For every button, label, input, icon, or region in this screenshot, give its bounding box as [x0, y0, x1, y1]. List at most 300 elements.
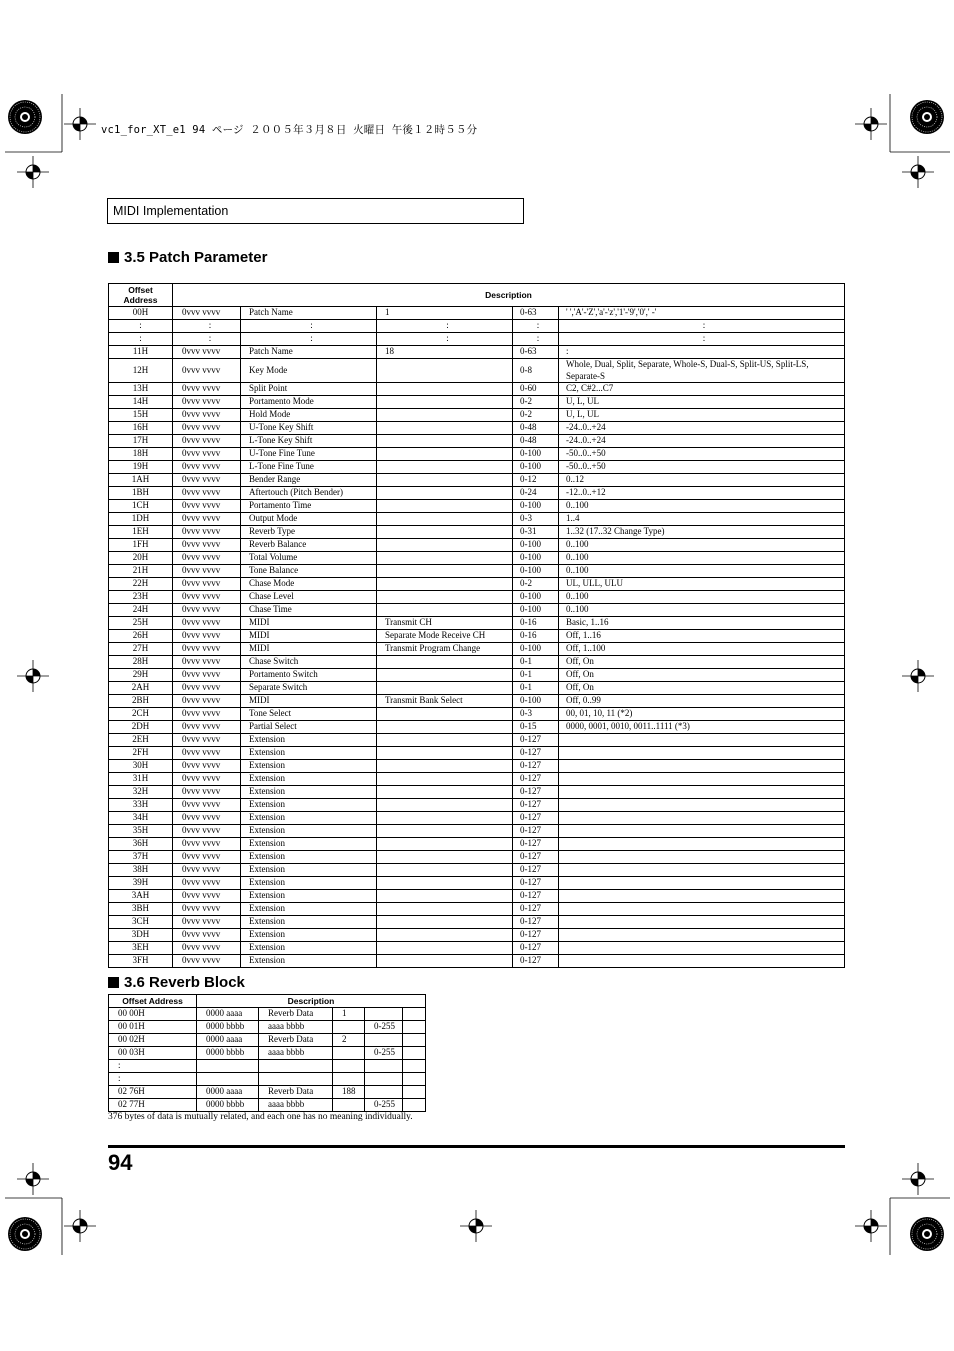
table-cell	[333, 1021, 365, 1034]
table-cell: 3FH	[109, 955, 173, 968]
table-cell: 27H	[109, 643, 173, 656]
table-cell: 1..4	[559, 513, 845, 526]
table-cell: Extension	[241, 812, 377, 825]
table-row	[109, 1034, 426, 1047]
table-cell: 0vvv vvvv	[173, 500, 241, 513]
table-cell: Split Point	[241, 383, 377, 396]
table-cell: 0vvv vvvv	[173, 448, 241, 461]
table-cell	[559, 903, 845, 916]
table-cell: :	[109, 1073, 197, 1086]
table-cell	[377, 825, 513, 838]
table-cell: 33H	[109, 799, 173, 812]
table-cell: Extension	[241, 799, 377, 812]
table-cell: 0-48	[513, 422, 559, 435]
table-cell: 11H	[109, 346, 173, 359]
table-cell: Partial Select	[241, 721, 377, 734]
table-cell: Output Mode	[241, 513, 377, 526]
table-row	[109, 851, 845, 864]
table-row	[109, 825, 845, 838]
table-cell: 0vvv vvvv	[173, 513, 241, 526]
table-cell: 0vvv vvvv	[173, 955, 241, 968]
table-cell: 31H	[109, 773, 173, 786]
table-cell: 0vvv vvvv	[173, 578, 241, 591]
table-row	[109, 539, 845, 552]
table-cell	[377, 565, 513, 578]
table-cell: 14H	[109, 396, 173, 409]
table-cell: 0-127	[513, 760, 559, 773]
table-row	[109, 747, 845, 760]
table-cell: :	[173, 320, 241, 333]
page-number: 94	[108, 1150, 133, 1175]
table-row	[109, 890, 845, 903]
table-cell	[365, 1073, 403, 1086]
table-cell	[377, 786, 513, 799]
table-cell: 0-100	[513, 591, 559, 604]
table-cell: Portamento Switch	[241, 669, 377, 682]
table-cell: Extension	[241, 734, 377, 747]
patch-heading-text: 3.5 Patch Parameter	[124, 249, 268, 266]
table-cell: 1BH	[109, 487, 173, 500]
table-cell: 1..32 (17..32 Change Type)	[559, 526, 845, 539]
table-cell: Bender Range	[241, 474, 377, 487]
table-cell: 22H	[109, 578, 173, 591]
patch-parameter-table	[108, 283, 845, 968]
table-cell: 16H	[109, 422, 173, 435]
table-cell: 0-127	[513, 877, 559, 890]
table-cell	[377, 539, 513, 552]
table-cell: 12H	[109, 359, 173, 383]
table-cell: 0..100	[559, 565, 845, 578]
table-row	[109, 708, 845, 721]
table-row	[109, 435, 845, 448]
table-cell: 0..12	[559, 474, 845, 487]
table-cell: 0-2	[513, 578, 559, 591]
table-cell	[377, 669, 513, 682]
table-row	[109, 877, 845, 890]
table-cell: 0-127	[513, 851, 559, 864]
table-row	[109, 1047, 426, 1060]
table-row	[109, 786, 845, 799]
table-cell: 0-127	[513, 799, 559, 812]
table-cell: 17H	[109, 435, 173, 448]
table-cell: 0..100	[559, 604, 845, 617]
table-cell: Extension	[241, 864, 377, 877]
table-cell: Extension	[241, 903, 377, 916]
table-row	[109, 799, 845, 812]
table-cell: Portamento Mode	[241, 396, 377, 409]
table-cell: U-Tone Fine Tune	[241, 448, 377, 461]
table-cell: Extension	[241, 760, 377, 773]
table-cell: 0..100	[559, 539, 845, 552]
table-cell: aaaa bbbb	[259, 1099, 333, 1112]
table-cell: Reverb Type	[241, 526, 377, 539]
table-cell: MIDI	[241, 630, 377, 643]
table-cell: 0-255	[365, 1021, 403, 1034]
table-cell	[377, 734, 513, 747]
table-cell: 0-1	[513, 682, 559, 695]
table-cell: 0vvv vvvv	[173, 487, 241, 500]
table-cell: -50..0..+50	[559, 448, 845, 461]
table-cell: Chase Mode	[241, 578, 377, 591]
table-cell: 0vvv vvvv	[173, 799, 241, 812]
table-cell	[403, 1008, 426, 1021]
table-row	[109, 1073, 426, 1086]
table-cell: 0-48	[513, 435, 559, 448]
table-cell: 0vvv vvvv	[173, 643, 241, 656]
table-cell: 1FH	[109, 539, 173, 552]
table-cell	[377, 435, 513, 448]
table-row	[109, 760, 845, 773]
table-cell: MIDI	[241, 643, 377, 656]
table-row	[109, 630, 845, 643]
table-cell: 0-127	[513, 916, 559, 929]
table-cell: 2CH	[109, 708, 173, 721]
table-cell: C2, C#2...C7	[559, 383, 845, 396]
table-cell: 0vvv vvvv	[173, 682, 241, 695]
table-cell: 0-255	[365, 1047, 403, 1060]
table-cell: 0-1	[513, 669, 559, 682]
table-cell: MIDI	[241, 695, 377, 708]
table-cell: 0vvv vvvv	[173, 409, 241, 422]
table-cell: -12..0..+12	[559, 487, 845, 500]
table-cell: 0vvv vvvv	[173, 346, 241, 359]
table-cell: 19H	[109, 461, 173, 474]
table-cell: 2AH	[109, 682, 173, 695]
table-cell: 29H	[109, 669, 173, 682]
table-cell	[403, 1086, 426, 1099]
table-cell: 0vvv vvvv	[173, 734, 241, 747]
table-cell: :	[109, 320, 173, 333]
table-cell	[403, 1034, 426, 1047]
table-cell: 0-15	[513, 721, 559, 734]
table-cell: 0-100	[513, 500, 559, 513]
table-cell: 35H	[109, 825, 173, 838]
table-row	[109, 916, 845, 929]
table-cell: 0-100	[513, 448, 559, 461]
table-cell: Reverb Data	[259, 1034, 333, 1047]
table-cell: aaaa bbbb	[259, 1021, 333, 1034]
table-cell	[559, 812, 845, 825]
table-cell: 3BH	[109, 903, 173, 916]
table-cell	[377, 396, 513, 409]
table-cell: 0-100	[513, 643, 559, 656]
square-bullet-icon	[108, 977, 119, 988]
table-cell: 0vvv vvvv	[173, 903, 241, 916]
table-cell	[559, 955, 845, 968]
table-row	[109, 903, 845, 916]
table-cell: 39H	[109, 877, 173, 890]
table-cell: 32H	[109, 786, 173, 799]
table-row	[109, 307, 845, 320]
table-cell	[377, 955, 513, 968]
table-cell: 0vvv vvvv	[173, 760, 241, 773]
table-cell	[377, 604, 513, 617]
table-cell	[377, 838, 513, 851]
table-cell	[377, 578, 513, 591]
table-row	[109, 591, 845, 604]
table-cell: 0000 bbbb	[197, 1099, 259, 1112]
table-cell	[403, 1047, 426, 1060]
table-row	[109, 1021, 426, 1034]
table-cell: Tone Select	[241, 708, 377, 721]
table-cell	[377, 383, 513, 396]
table-cell: U-Tone Key Shift	[241, 422, 377, 435]
table-cell	[559, 890, 845, 903]
table-row	[109, 565, 845, 578]
table-row	[109, 669, 845, 682]
table-cell	[559, 825, 845, 838]
table-cell: Reverb Balance	[241, 539, 377, 552]
table-cell: 0-31	[513, 526, 559, 539]
col-description-header: Description	[173, 284, 845, 307]
table-cell: 23H	[109, 591, 173, 604]
table-cell	[377, 773, 513, 786]
table-cell: 2BH	[109, 695, 173, 708]
table-cell	[377, 812, 513, 825]
table-cell: 0-2	[513, 396, 559, 409]
reverb-block-table	[108, 994, 426, 1112]
table-cell: Separate Mode Receive CH	[377, 630, 513, 643]
table-cell: 188	[333, 1086, 365, 1099]
footer-rule	[108, 1145, 845, 1148]
table-row	[109, 1086, 426, 1099]
table-row	[109, 1099, 426, 1112]
table-cell: 0-100	[513, 695, 559, 708]
table-cell: 0-100	[513, 539, 559, 552]
table-cell	[559, 747, 845, 760]
table-cell: 0..100	[559, 591, 845, 604]
table-row	[109, 578, 845, 591]
table-row	[109, 383, 845, 396]
table-cell: 0vvv vvvv	[173, 526, 241, 539]
table-row	[109, 604, 845, 617]
table-cell: 1DH	[109, 513, 173, 526]
table-cell: 00 00H	[109, 1008, 197, 1021]
table-cell	[333, 1047, 365, 1060]
table-cell: 18H	[109, 448, 173, 461]
table-cell: 0vvv vvvv	[173, 929, 241, 942]
table-cell	[377, 500, 513, 513]
table-cell	[377, 890, 513, 903]
table-cell: 0vvv vvvv	[173, 604, 241, 617]
table-cell	[333, 1060, 365, 1073]
table-cell: 0-63	[513, 307, 559, 320]
table-cell: 24H	[109, 604, 173, 617]
table-cell: 0vvv vvvv	[173, 695, 241, 708]
table-cell: 3DH	[109, 929, 173, 942]
table-cell: Reverb Data	[259, 1086, 333, 1099]
table-cell: -24..0..+24	[559, 422, 845, 435]
table-cell: Extension	[241, 825, 377, 838]
table-cell	[377, 760, 513, 773]
table-cell: Chase Time	[241, 604, 377, 617]
table-cell: 0-127	[513, 812, 559, 825]
table-cell: -24..0..+24	[559, 435, 845, 448]
table-cell: Separate Switch	[241, 682, 377, 695]
table-cell: ' ','A'-'Z','a'-'z','1'-'9','0',' -'	[559, 307, 845, 320]
table-cell	[377, 422, 513, 435]
table-cell: 25H	[109, 617, 173, 630]
table-cell: 0vvv vvvv	[173, 422, 241, 435]
table-cell: 0-3	[513, 708, 559, 721]
table-cell: 0-127	[513, 838, 559, 851]
table-cell	[377, 487, 513, 500]
table-row	[109, 812, 845, 825]
table-cell: 0-127	[513, 747, 559, 760]
table-cell: :	[559, 346, 845, 359]
reverb-note: 376 bytes of data is mutually related, and each one has no meaning individually.	[108, 1112, 413, 1122]
table-cell: 0-127	[513, 929, 559, 942]
table-row	[109, 461, 845, 474]
table-cell	[259, 1073, 333, 1086]
table-cell: 0vvv vvvv	[173, 838, 241, 851]
table-cell: 1	[377, 307, 513, 320]
table-cell	[377, 552, 513, 565]
table-cell: 34H	[109, 812, 173, 825]
table-cell	[559, 734, 845, 747]
table-cell: :	[109, 333, 173, 346]
table-cell: 00H	[109, 307, 173, 320]
table-cell: Off, On	[559, 682, 845, 695]
table-cell: 18	[377, 346, 513, 359]
table-cell: 0-127	[513, 786, 559, 799]
table-row	[109, 942, 845, 955]
table-cell	[559, 916, 845, 929]
table-cell: L-Tone Fine Tune	[241, 461, 377, 474]
table-row	[109, 320, 845, 333]
table-cell: Extension	[241, 773, 377, 786]
table-row	[109, 734, 845, 747]
table-cell: Key Mode	[241, 359, 377, 383]
table-row	[109, 682, 845, 695]
table-cell: 0vvv vvvv	[173, 942, 241, 955]
table-cell: 0-12	[513, 474, 559, 487]
table-cell	[333, 1099, 365, 1112]
reverb-col-description-header: Description	[197, 995, 426, 1008]
table-cell: Extension	[241, 955, 377, 968]
table-cell: 0vvv vvvv	[173, 773, 241, 786]
table-cell	[333, 1073, 365, 1086]
table-cell: 2FH	[109, 747, 173, 760]
table-cell: 0-100	[513, 461, 559, 474]
table-cell: 0000 aaaa	[197, 1008, 259, 1021]
table-cell: aaaa bbbb	[259, 1047, 333, 1060]
table-cell: 1	[333, 1008, 365, 1021]
table-cell: MIDI	[241, 617, 377, 630]
table-cell: 0vvv vvvv	[173, 461, 241, 474]
table-cell: 0..100	[559, 500, 845, 513]
table-cell: :	[513, 320, 559, 333]
table-cell	[403, 1073, 426, 1086]
table-cell: Off, 1..16	[559, 630, 845, 643]
table-cell: 0-60	[513, 383, 559, 396]
table-cell	[377, 942, 513, 955]
table-cell: 0-16	[513, 617, 559, 630]
table-cell: Off, 1..100	[559, 643, 845, 656]
table-cell	[377, 591, 513, 604]
table-cell: UL, ULL, ULU	[559, 578, 845, 591]
table-cell: 0vvv vvvv	[173, 617, 241, 630]
table-cell: 0vvv vvvv	[173, 786, 241, 799]
table-cell: 0vvv vvvv	[173, 359, 241, 383]
table-cell: 0000, 0001, 0010, 0011..1111 (*3)	[559, 721, 845, 734]
table-cell: 0-127	[513, 734, 559, 747]
table-cell: 0vvv vvvv	[173, 721, 241, 734]
table-cell: L-Tone Key Shift	[241, 435, 377, 448]
table-cell: Transmit CH	[377, 617, 513, 630]
table-cell: Off, 0..99	[559, 695, 845, 708]
table-cell: Tone Balance	[241, 565, 377, 578]
table-cell: Extension	[241, 838, 377, 851]
table-cell: Extension	[241, 916, 377, 929]
table-cell: 00 02H	[109, 1034, 197, 1047]
table-cell: 0-16	[513, 630, 559, 643]
table-cell: 00 01H	[109, 1021, 197, 1034]
table-cell	[377, 474, 513, 487]
table-row	[109, 448, 845, 461]
table-cell: 0-127	[513, 864, 559, 877]
table-cell	[559, 760, 845, 773]
table-cell	[377, 877, 513, 890]
table-cell: 0vvv vvvv	[173, 435, 241, 448]
table-cell: :	[241, 333, 377, 346]
table-cell	[377, 409, 513, 422]
print-header: vc1_for_XT_e1 94 ページ ２００５年３月８日 火曜日 午後１２時５５分	[101, 124, 478, 136]
table-cell: Transmit Program Change	[377, 643, 513, 656]
table-cell: 00, 01, 10, 11 (*2)	[559, 708, 845, 721]
table-cell	[377, 747, 513, 760]
table-cell	[559, 786, 845, 799]
table-cell: 0-24	[513, 487, 559, 500]
table-cell: 0-127	[513, 903, 559, 916]
table-cell: 0000 aaaa	[197, 1086, 259, 1099]
table-cell	[377, 656, 513, 669]
table-cell: :	[173, 333, 241, 346]
table-cell: Basic, 1..16	[559, 617, 845, 630]
square-bullet-icon	[108, 252, 119, 263]
table-row	[109, 359, 845, 383]
table-row	[109, 643, 845, 656]
table-cell	[377, 916, 513, 929]
table-cell: 2EH	[109, 734, 173, 747]
table-cell	[377, 708, 513, 721]
patch-heading	[108, 249, 267, 266]
table-cell: 02 76H	[109, 1086, 197, 1099]
table-cell: 1CH	[109, 500, 173, 513]
table-cell: 0-100	[513, 565, 559, 578]
table-row	[109, 864, 845, 877]
table-cell: Extension	[241, 877, 377, 890]
table-row	[109, 396, 845, 409]
table-cell	[365, 1086, 403, 1099]
table-cell: :	[241, 320, 377, 333]
table-cell	[559, 799, 845, 812]
table-cell	[377, 682, 513, 695]
table-cell: 0-127	[513, 825, 559, 838]
table-row	[109, 487, 845, 500]
table-cell	[403, 1060, 426, 1073]
table-cell: 0vvv vvvv	[173, 825, 241, 838]
table-cell: Patch Name	[241, 346, 377, 359]
table-cell: 1AH	[109, 474, 173, 487]
table-cell	[403, 1099, 426, 1112]
table-row	[109, 773, 845, 786]
table-cell	[559, 864, 845, 877]
table-row	[109, 526, 845, 539]
table-cell	[377, 864, 513, 877]
table-cell: :	[109, 1060, 197, 1073]
table-cell: 0-1	[513, 656, 559, 669]
